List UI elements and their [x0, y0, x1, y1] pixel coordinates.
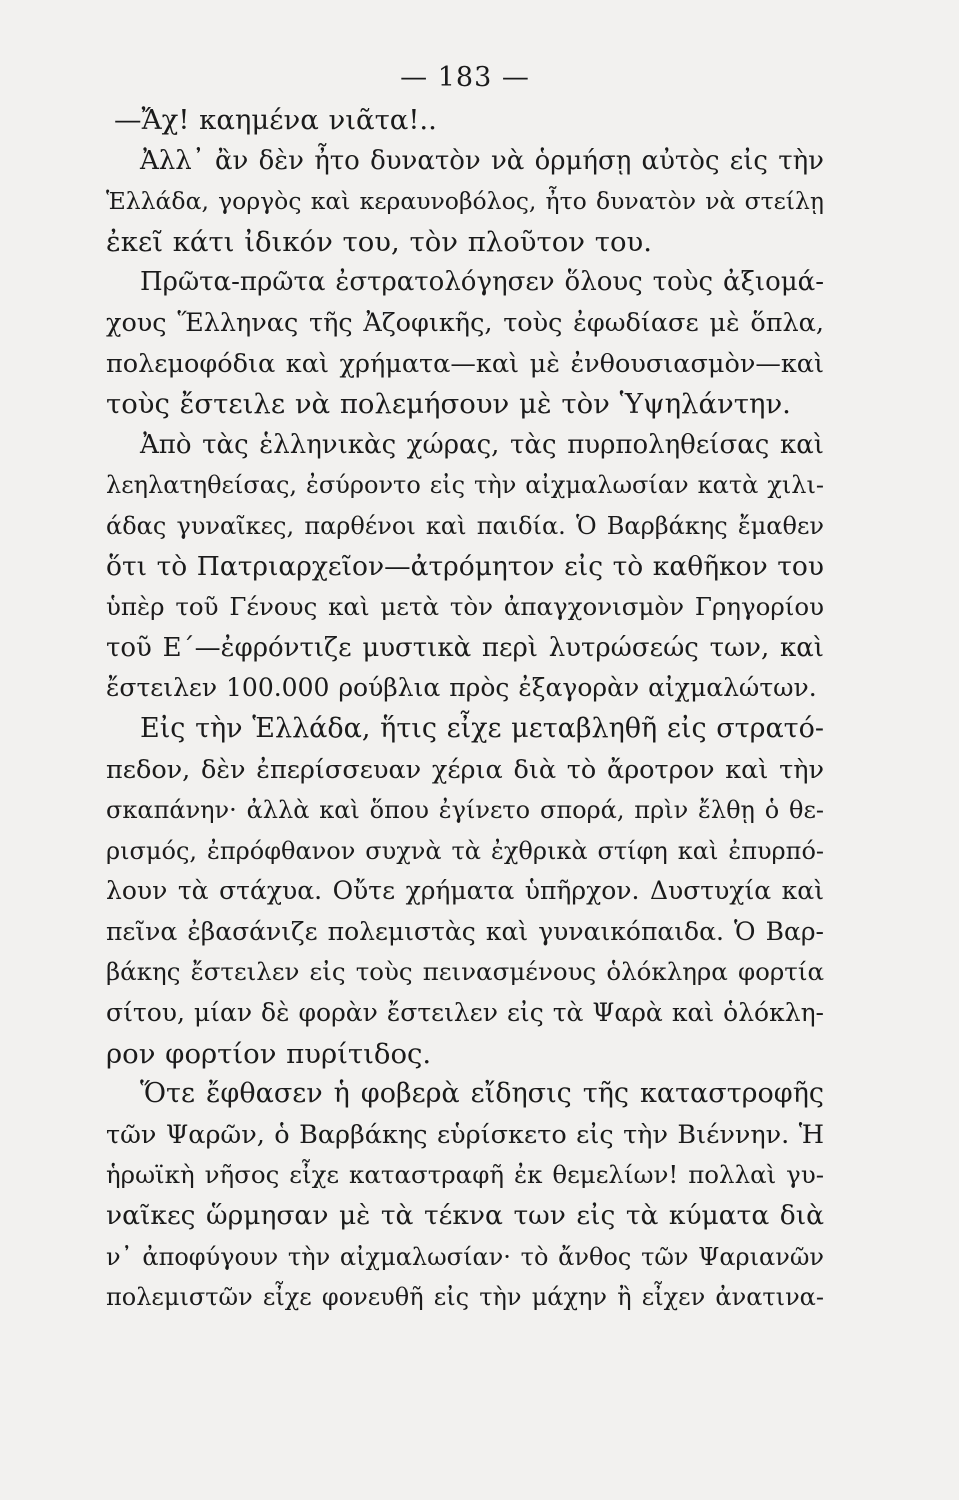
- text-line: βάκης ἔστειλεν εἰς τοὺς πεινασμένους ὁλόκληρα φορτία: [106, 957, 824, 987]
- text-line: Ὅτε ἔφθασεν ἡ φοβερὰ εἴδησις τῆς καταστροφῆς: [140, 1078, 824, 1110]
- text-line: πολεμοφόδια καὶ χρήματα—καὶ μὲ ἐνθουσιασμὸν—καὶ: [106, 348, 824, 379]
- text-line: λουν τὰ στάχυα. Οὔτε χρήματα ὑπῆρχον. Δυστυχία καὶ: [106, 876, 824, 906]
- book-page: [106, 55, 824, 1475]
- text-line: χους Ἕλληνας τῆς Ἀζοφικῆς, τοὺς ἐφωδίασε μὲ ὅπλα,: [106, 307, 824, 338]
- text-line: πεῖνα ἐβασάνιζε πολεμιστὰς καὶ γυναικόπαιδα. Ὁ Βαρ-: [106, 916, 824, 946]
- text-line: πεδον, δὲν ἐπερίσσευαν χέρια διὰ τὸ ἄροτρον καὶ τὴν: [106, 754, 824, 785]
- text-line: Ἀπὸ τὰς ἑλληνικὰς χώρας, τὰς πυρποληθείσας καὶ: [140, 429, 824, 460]
- text-line: Ἀλλ᾽ ἂν δὲν ἦτο δυνατὸν νὰ ὁρμήσῃ αὐτὸς εἰς τὴν: [140, 145, 824, 176]
- body-text: [106, 100, 824, 1318]
- text-line: άδας γυναῖκες, παρθένοι καὶ παιδία. Ὁ Βαρβάκης ἔμαθεν: [106, 511, 824, 540]
- text-line: ἔστειλεν 100.000 ρούβλια πρὸς ἐξαγορὰν αἰχμαλώτων.: [106, 673, 817, 703]
- text-line: τοὺς ἔστειλε νὰ πολεμήσουν μὲ τὸν Ὑψηλάντην.: [106, 388, 791, 421]
- text-line: λεηλατηθείσας, ἐσύροντο εἰς τὴν αἰχμαλωσίαν κατὰ χιλι-: [106, 471, 824, 500]
- text-line: ναῖκες ὥρμησαν μὲ τὰ τέκνα των εἰς τὰ κύματα διὰ: [106, 1200, 824, 1232]
- text-line: ρισμός, ἐπρόφθανον συχνὰ τὰ ἐχθρικὰ στίφη καὶ ἐπυρπό-: [106, 836, 824, 865]
- text-line: σίτου, μίαν δὲ φορὰν ἔστειλεν εἰς τὰ Ψαρὰ καὶ ὁλόκλη-: [106, 998, 824, 1028]
- text-line: ρον φορτίον πυρίτιδος.: [106, 1037, 432, 1070]
- text-line: τῶν Ψαρῶν, ὁ Βαρβάκης εὑρίσκετο εἰς τὴν Βιέννην. Ἡ: [106, 1119, 824, 1150]
- text-line: πολεμιστῶν εἶχε φονευθῆ εἰς τὴν μάχην ἢ εἶχεν ἀνατινα-: [106, 1283, 824, 1312]
- text-line: τοῦ Ε΄—ἐφρόντιζε μυστικὰ περὶ λυτρώσεώς των, καὶ: [106, 632, 824, 663]
- text-line: σκαπάνην· ἀλλὰ καὶ ὅπου ἐγίνετο σπορά, πρὶν ἔλθῃ ὁ θε-: [106, 796, 824, 825]
- text-line: Ἑλλάδα, γοργὸς καὶ κεραυνοβόλος, ἦτο δυνατὸν νὰ στείλῃ: [106, 187, 824, 216]
- page-number: — 183 —: [400, 62, 530, 93]
- text-line: —Ἄχ! καημένα νιᾶτα!..: [114, 104, 437, 136]
- text-line: ἐκεῖ κάτι ἰδικόν του, τὸν πλοῦτον του.: [106, 225, 652, 258]
- text-line: Εἰς τὴν Ἑλλάδα, ἥτις εἶχε μεταβληθῆ εἰς στρατό-: [140, 712, 824, 744]
- text-line: ὑπὲρ τοῦ Γένους καὶ μετὰ τὸν ἀπαγχονισμὸν Γρηγορίου: [106, 592, 824, 622]
- text-line: ἡρωϊκὴ νῆσος εἶχε καταστραφῆ ἐκ θεμελίων! πολλαὶ γυ-: [106, 1160, 824, 1190]
- text-line: ν᾽ ἀποφύγουν τὴν αἰχμαλωσίαν· τὸ ἄνθος τῶν Ψαριανῶν: [106, 1242, 824, 1271]
- text-line: Πρῶτα-πρῶτα ἐστρατολόγησεν ὅλους τοὺς ἀξιομά-: [140, 267, 824, 298]
- text-line: ὅτι τὸ Πατριαρχεῖον—ἀτρόμητον εἰς τὸ καθῆκον του: [106, 550, 824, 582]
